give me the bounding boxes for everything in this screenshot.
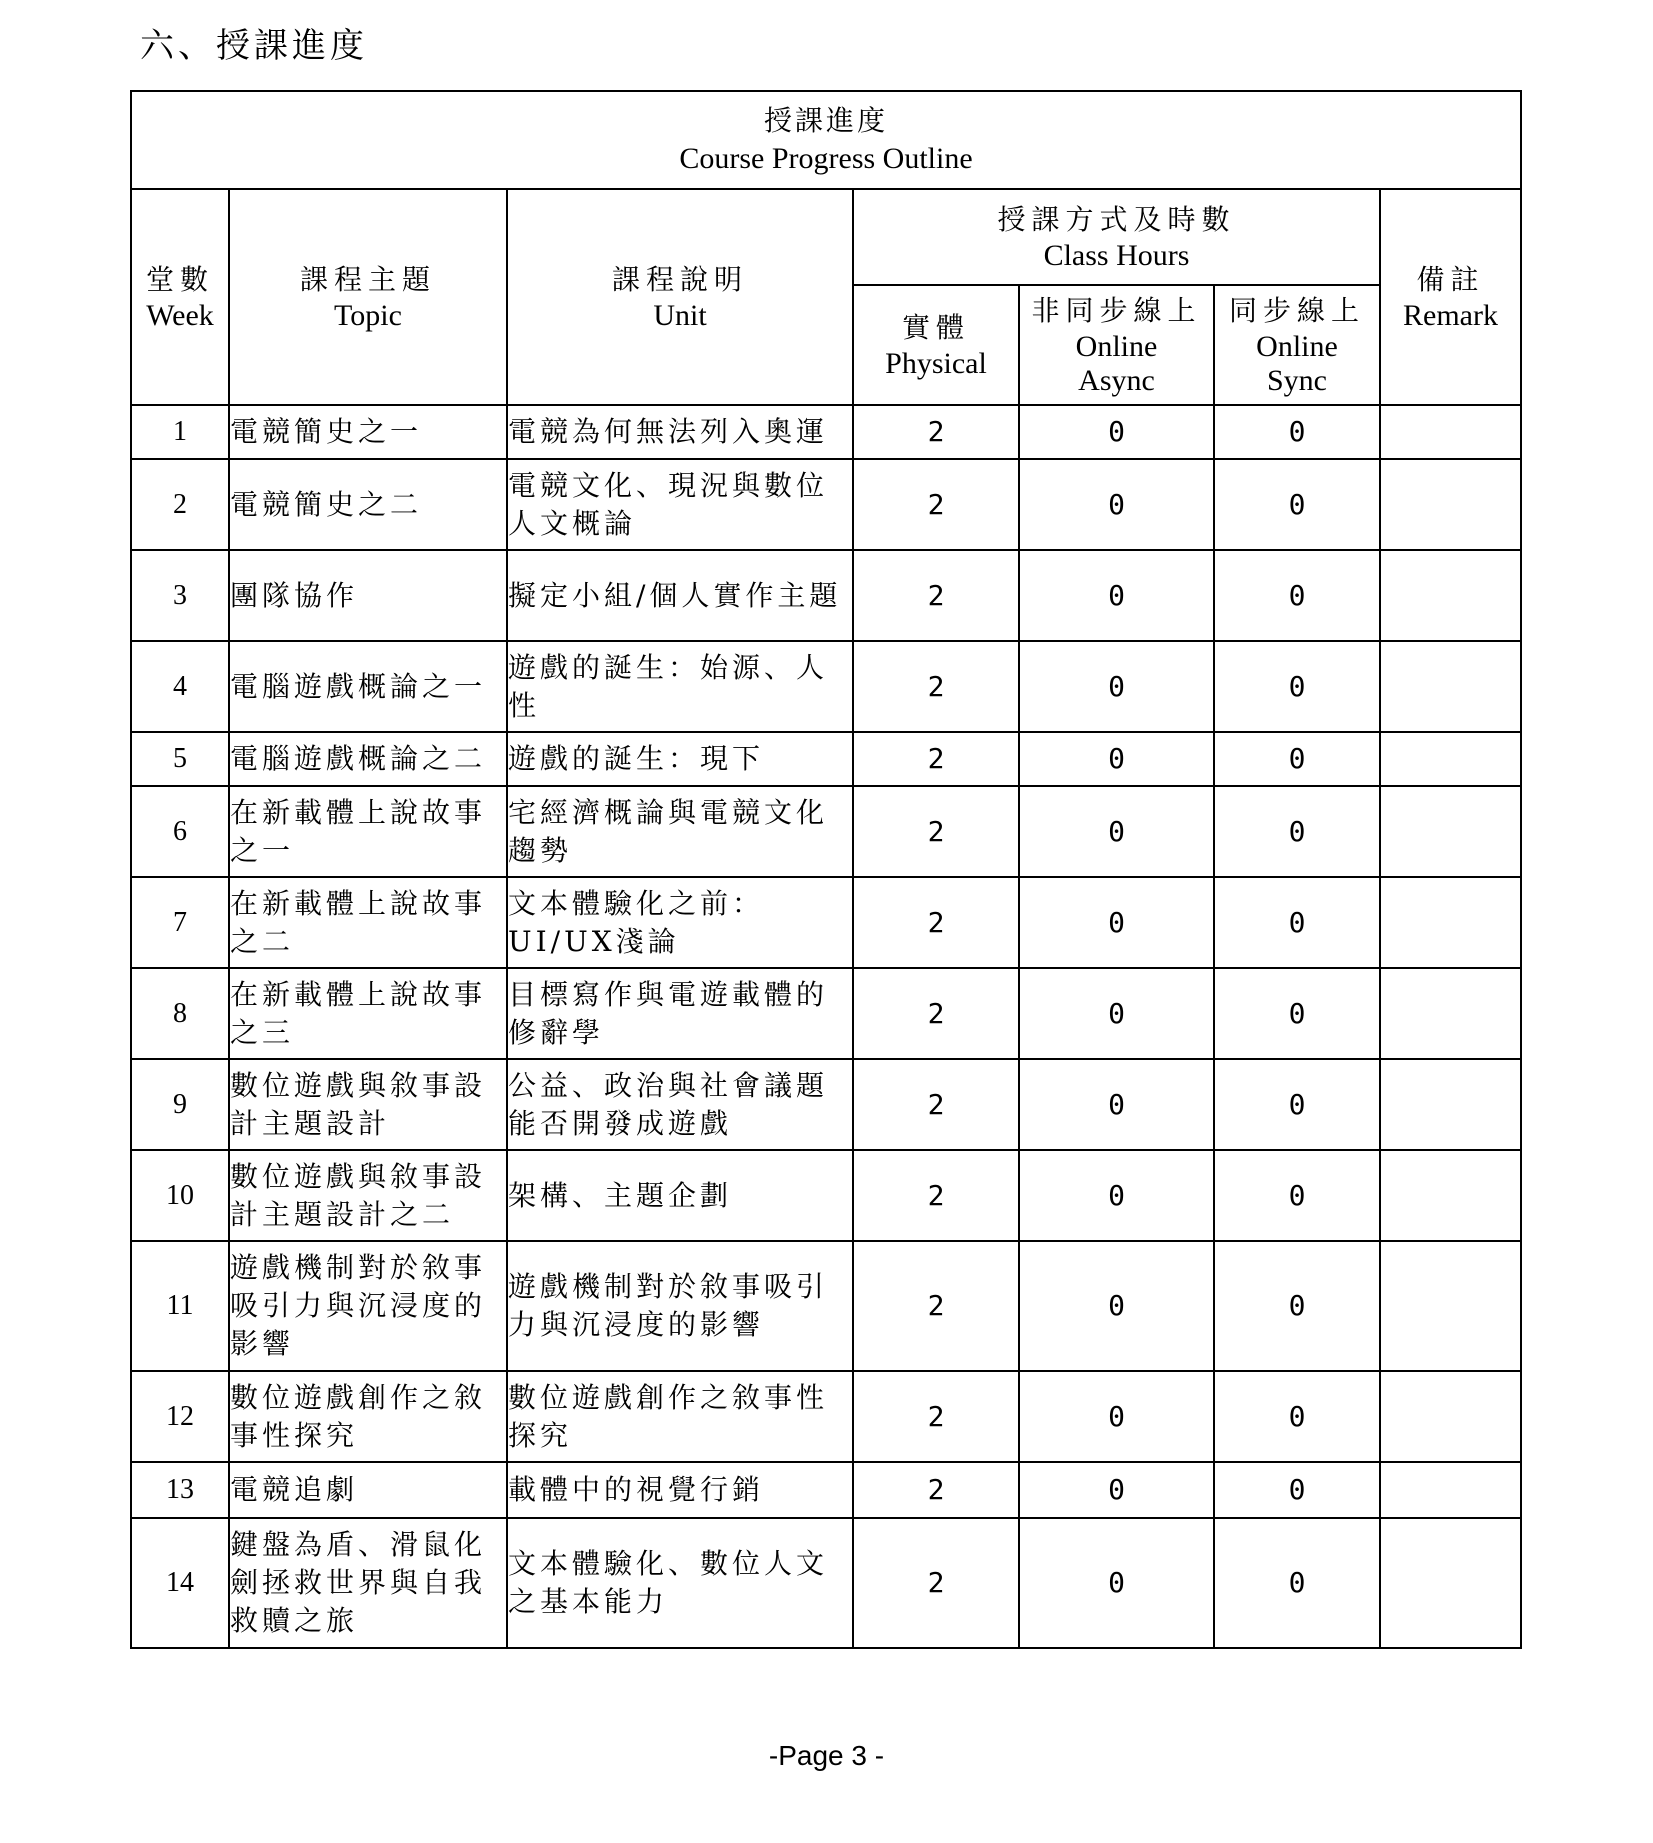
week-cell: 14 xyxy=(131,1518,229,1648)
async-hours-cell: 0 xyxy=(1019,1241,1214,1371)
header-class-hours-zh: 授課方式及時數 xyxy=(997,203,1236,236)
week-cell: 12 xyxy=(131,1371,229,1462)
header-row-1 xyxy=(131,189,1521,285)
unit-cell: 文本體驗化之前：UI/UX淺論 xyxy=(507,877,853,968)
remark-cell xyxy=(1380,1059,1521,1150)
week-cell: 2 xyxy=(131,459,229,550)
header-sync-en1: Online xyxy=(1256,330,1338,363)
header-week xyxy=(131,189,229,405)
async-hours-cell: 0 xyxy=(1019,786,1214,877)
header-async-en1: Online xyxy=(1075,330,1158,363)
remark-cell xyxy=(1380,1371,1521,1462)
unit-cell: 文本體驗化、數位人文之基本能力 xyxy=(507,1518,853,1648)
topic-cell: 數位遊戲創作之敘事性探究 xyxy=(229,1371,507,1462)
table-body xyxy=(131,91,1521,1648)
week-cell: 6 xyxy=(131,786,229,877)
page-footer: -Page 3 - xyxy=(768,1740,885,1771)
table-row xyxy=(131,786,1521,877)
header-topic-zh: 課程主題 xyxy=(299,263,436,296)
week-cell: 11 xyxy=(131,1241,229,1371)
topic-cell: 數位遊戲與敘事設計主題設計之二 xyxy=(229,1150,507,1241)
sync-hours-cell: 0 xyxy=(1214,459,1380,550)
remark-cell xyxy=(1380,732,1521,786)
week-cell: 3 xyxy=(131,550,229,641)
unit-cell: 目標寫作與電遊載體的修辭學 xyxy=(507,968,853,1059)
async-hours-cell: 0 xyxy=(1019,732,1214,786)
physical-hours-cell: 2 xyxy=(853,1371,1019,1462)
table-row xyxy=(131,732,1521,786)
section-heading: 六、授課進度 xyxy=(140,26,368,66)
unit-cell: 遊戲的誕生：始源、人性 xyxy=(507,641,853,732)
physical-hours-cell: 2 xyxy=(853,459,1019,550)
physical-hours-cell: 2 xyxy=(853,1241,1019,1371)
sync-hours-cell: 0 xyxy=(1214,1518,1380,1648)
topic-cell: 電腦遊戲概論之一 xyxy=(229,641,507,732)
topic-cell: 電腦遊戲概論之二 xyxy=(229,732,507,786)
topic-cell: 在新載體上說故事之二 xyxy=(229,877,507,968)
header-week-en: Week xyxy=(146,299,214,332)
unit-cell: 公益、政治與社會議題能否開發成遊戲 xyxy=(507,1059,853,1150)
async-hours-cell: 0 xyxy=(1019,641,1214,732)
async-hours-cell: 0 xyxy=(1019,1059,1214,1150)
unit-cell: 擬定小組/個人實作主題 xyxy=(507,550,853,641)
topic-cell: 遊戲機制對於敘事吸引力與沉浸度的影響 xyxy=(229,1241,507,1371)
header-physical-zh: 實體 xyxy=(901,311,970,344)
physical-hours-cell: 2 xyxy=(853,405,1019,459)
unit-cell: 遊戲機制對於敘事吸引力與沉浸度的影響 xyxy=(507,1241,853,1371)
header-week-zh: 堂數 xyxy=(145,263,214,296)
async-hours-cell: 0 xyxy=(1019,1462,1214,1518)
sync-hours-cell: 0 xyxy=(1214,732,1380,786)
sync-hours-cell: 0 xyxy=(1214,1462,1380,1518)
remark-cell xyxy=(1380,1518,1521,1648)
physical-hours-cell: 2 xyxy=(853,968,1019,1059)
physical-hours-cell: 2 xyxy=(853,1150,1019,1241)
sync-hours-cell: 0 xyxy=(1214,405,1380,459)
topic-cell: 團隊協作 xyxy=(229,550,507,641)
physical-hours-cell: 2 xyxy=(853,732,1019,786)
sync-hours-cell: 0 xyxy=(1214,641,1380,732)
caption-zh: 授課進度 xyxy=(763,104,888,137)
sync-hours-cell: 0 xyxy=(1214,1241,1380,1371)
table-caption xyxy=(131,91,1521,189)
header-async-en2: Async xyxy=(1078,364,1155,397)
header-sync xyxy=(1214,285,1380,405)
async-hours-cell: 0 xyxy=(1019,1518,1214,1648)
unit-cell: 遊戲的誕生：現下 xyxy=(507,732,853,786)
header-async xyxy=(1019,285,1214,405)
header-topic-en: Topic xyxy=(334,299,402,332)
async-hours-cell: 0 xyxy=(1019,405,1214,459)
header-remark-en: Remark xyxy=(1403,299,1498,332)
topic-cell: 電競簡史之二 xyxy=(229,459,507,550)
table-row xyxy=(131,877,1521,968)
remark-cell xyxy=(1380,786,1521,877)
sync-hours-cell: 0 xyxy=(1214,968,1380,1059)
table-row xyxy=(131,968,1521,1059)
physical-hours-cell: 2 xyxy=(853,877,1019,968)
remark-cell xyxy=(1380,550,1521,641)
topic-cell: 鍵盤為盾、滑鼠化劍拯救世界與自我救贖之旅 xyxy=(229,1518,507,1648)
header-unit-zh: 課程說明 xyxy=(611,263,748,296)
unit-cell: 電競為何無法列入奧運 xyxy=(507,405,853,459)
table-row xyxy=(131,1462,1521,1518)
async-hours-cell: 0 xyxy=(1019,550,1214,641)
async-hours-cell: 0 xyxy=(1019,1371,1214,1462)
async-hours-cell: 0 xyxy=(1019,1150,1214,1241)
physical-hours-cell: 2 xyxy=(853,786,1019,877)
table-row xyxy=(131,641,1521,732)
unit-cell: 架構、主題企劃 xyxy=(507,1150,853,1241)
sync-hours-cell: 0 xyxy=(1214,550,1380,641)
week-cell: 13 xyxy=(131,1462,229,1518)
week-cell: 8 xyxy=(131,968,229,1059)
remark-cell xyxy=(1380,459,1521,550)
header-sync-en2: Sync xyxy=(1267,364,1327,397)
table-row xyxy=(131,405,1521,459)
table-row xyxy=(131,1518,1521,1648)
topic-cell: 電競追劇 xyxy=(229,1462,507,1518)
sync-hours-cell: 0 xyxy=(1214,1150,1380,1241)
remark-cell xyxy=(1380,1150,1521,1241)
header-class-hours xyxy=(853,189,1380,285)
week-cell: 1 xyxy=(131,405,229,459)
table-row xyxy=(131,1059,1521,1150)
header-physical-en: Physical xyxy=(885,347,987,380)
physical-hours-cell: 2 xyxy=(853,1059,1019,1150)
sync-hours-cell: 0 xyxy=(1214,877,1380,968)
unit-cell: 載體中的視覺行銷 xyxy=(507,1462,853,1518)
topic-cell: 電競簡史之一 xyxy=(229,405,507,459)
remark-cell xyxy=(1380,641,1521,732)
async-hours-cell: 0 xyxy=(1019,459,1214,550)
header-remark-zh: 備註 xyxy=(1416,263,1485,296)
week-cell: 9 xyxy=(131,1059,229,1150)
physical-hours-cell: 2 xyxy=(853,1462,1019,1518)
sync-hours-cell: 0 xyxy=(1214,786,1380,877)
header-unit-en: Unit xyxy=(653,299,707,332)
async-hours-cell: 0 xyxy=(1019,968,1214,1059)
unit-cell: 數位遊戲創作之敘事性探究 xyxy=(507,1371,853,1462)
remark-cell xyxy=(1380,1462,1521,1518)
course-progress-table xyxy=(130,90,1522,1649)
table-row xyxy=(131,1241,1521,1371)
physical-hours-cell: 2 xyxy=(853,550,1019,641)
remark-cell xyxy=(1380,1241,1521,1371)
remark-cell xyxy=(1380,405,1521,459)
sync-hours-cell: 0 xyxy=(1214,1371,1380,1462)
physical-hours-cell: 2 xyxy=(853,641,1019,732)
remark-cell xyxy=(1380,968,1521,1059)
header-topic xyxy=(229,189,507,405)
week-cell: 4 xyxy=(131,641,229,732)
topic-cell: 數位遊戲與敘事設計主題設計 xyxy=(229,1059,507,1150)
header-class-hours-en: Class Hours xyxy=(1043,239,1190,272)
remark-cell xyxy=(1380,877,1521,968)
header-sync-zh: 同步線上 xyxy=(1228,294,1365,327)
table-row xyxy=(131,1150,1521,1241)
table-row xyxy=(131,459,1521,550)
topic-cell: 在新載體上說故事之一 xyxy=(229,786,507,877)
caption-row xyxy=(131,91,1521,189)
topic-cell: 在新載體上說故事之三 xyxy=(229,968,507,1059)
header-remark xyxy=(1380,189,1521,405)
unit-cell: 電競文化、現況與數位人文概論 xyxy=(507,459,853,550)
async-hours-cell: 0 xyxy=(1019,877,1214,968)
header-physical xyxy=(853,285,1019,405)
table-row xyxy=(131,1371,1521,1462)
sync-hours-cell: 0 xyxy=(1214,1059,1380,1150)
unit-cell: 宅經濟概論與電競文化趨勢 xyxy=(507,786,853,877)
table-row xyxy=(131,550,1521,641)
header-unit xyxy=(507,189,853,405)
week-cell: 10 xyxy=(131,1150,229,1241)
week-cell: 7 xyxy=(131,877,229,968)
week-cell: 5 xyxy=(131,732,229,786)
physical-hours-cell: 2 xyxy=(853,1518,1019,1648)
caption-en: Course Progress Outline xyxy=(679,142,973,175)
header-async-zh: 非同步線上 xyxy=(1031,294,1202,327)
